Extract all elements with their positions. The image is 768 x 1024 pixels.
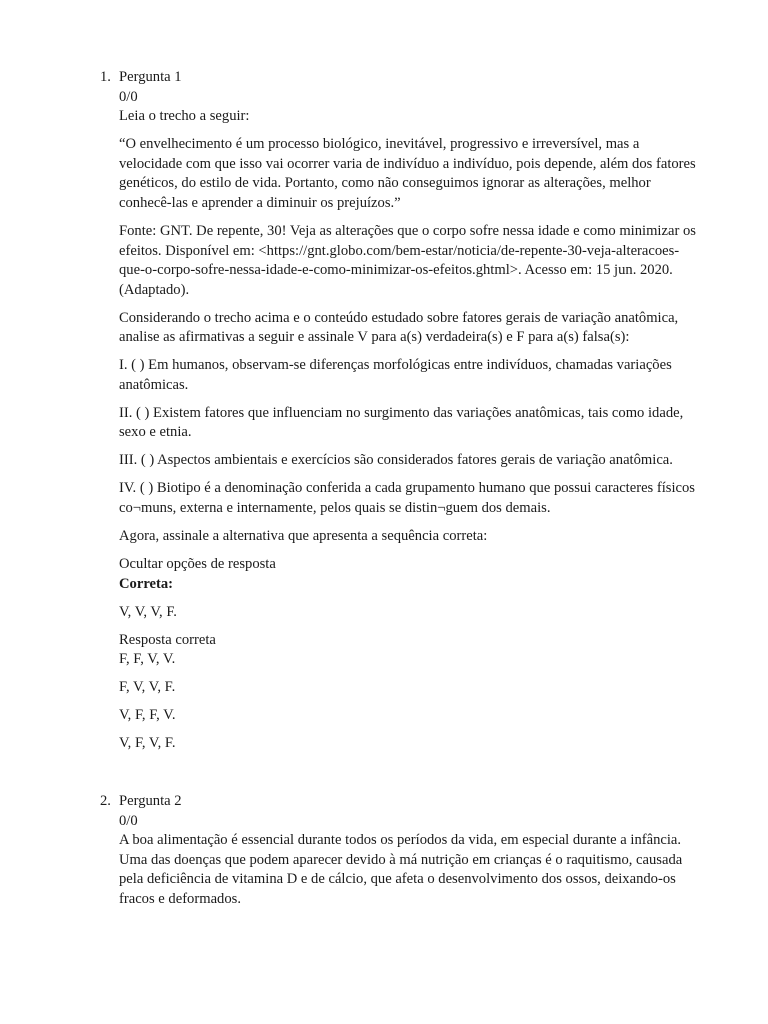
spacer xyxy=(119,594,699,602)
answer-option-1[interactable]: V, V, V, F. xyxy=(119,603,177,620)
statement-1: I. ( ) Em humanos, observam-se diferenças morfológicas entre indivíduos, chamadas variações anatômicas. xyxy=(119,357,672,393)
question-title: Pergunta 1 xyxy=(119,69,182,85)
correct-label: Correta: xyxy=(119,575,174,592)
statement-3: III. ( ) Aspectos ambientais e exercícios são considerados fatores gerais de variação anatômica. xyxy=(119,452,673,469)
question-2 xyxy=(100,792,699,918)
statement-4: IV. ( ) Biotipo é a denominação conferida a cada grupamento humano que possui caracteres físicos co¬muns, externa e internamente, pelos quais se distin¬guem dos demais. xyxy=(119,480,695,517)
question-instruction: Agora, assinale a alternativa que apresenta a sequência correta: xyxy=(119,528,488,544)
correct-answer-label: Resposta correta xyxy=(119,631,216,648)
question-intro: Leia o trecho a seguir: xyxy=(119,108,250,125)
answer-option-4[interactable]: V, F, F, V. xyxy=(119,707,176,724)
question-source: Fonte: GNT. De repente, 30! Veja as alterações que o corpo sofre nessa idade e como minimizar os efeitos. Disponível em: <https://gnt.globo.com/bem-estar/noticia/de-repente-30-veja-alteracoes-que-o-corpo-sofre-nessa-idade-e-como-minimizar-os-efeitos.ghtml>. Acesso em: 15 jun. 2020. (Adaptado). xyxy=(119,222,696,298)
question-number: 2. xyxy=(100,793,111,809)
question-prompt: Considerando o trecho acima e o conteúdo estudado sobre fatores gerais de variação anatômica, analise as afirmativas a seguir e assinale V para a(s) verdadeira(s) e F para a(s) falsa(s): xyxy=(119,309,679,346)
question-quote: “O envelhecimento é um processo biológico, inevitável, progressivo e irreversível, mas a velocidade com que isso vai ocorrer varia de indivíduo a indivíduo, pois depende, além dos fatores genéticos, do estilo de vida. Portanto, como não conseguimos ignorar as alterações, melhor conhecê-las e aprender a diminuir os prejuízos.” xyxy=(119,136,696,211)
question-title: Pergunta 2 xyxy=(119,793,182,809)
hide-options-toggle[interactable]: Ocultar opções de resposta xyxy=(119,555,276,572)
answer-option-2[interactable]: F, F, V, V. xyxy=(119,651,176,668)
question-text: A boa alimentação é essencial durante todos os períodos da vida, em especial durante a infância. Uma das doenças que podem aparecer devido à má nutrição em crianças é o raquitismo, causada pela deficiência de vitamina D e de cálcio, que afeta o desenvolvimento dos ossos, deixando-os fracos e deformados. xyxy=(119,832,683,907)
statement-2: II. ( ) Existem fatores que influenciam no surgimento das variações anatômicas, tais como idade, sexo e etnia. xyxy=(119,404,684,441)
answer-option-3[interactable]: F, V, V, F. xyxy=(119,679,176,696)
answer-option-5[interactable]: V, F, V, F. xyxy=(119,735,176,752)
question-score: 0/0 xyxy=(119,88,138,105)
question-number: 1. xyxy=(100,69,111,85)
question-1 xyxy=(100,68,699,762)
question-score: 0/0 xyxy=(119,812,138,829)
